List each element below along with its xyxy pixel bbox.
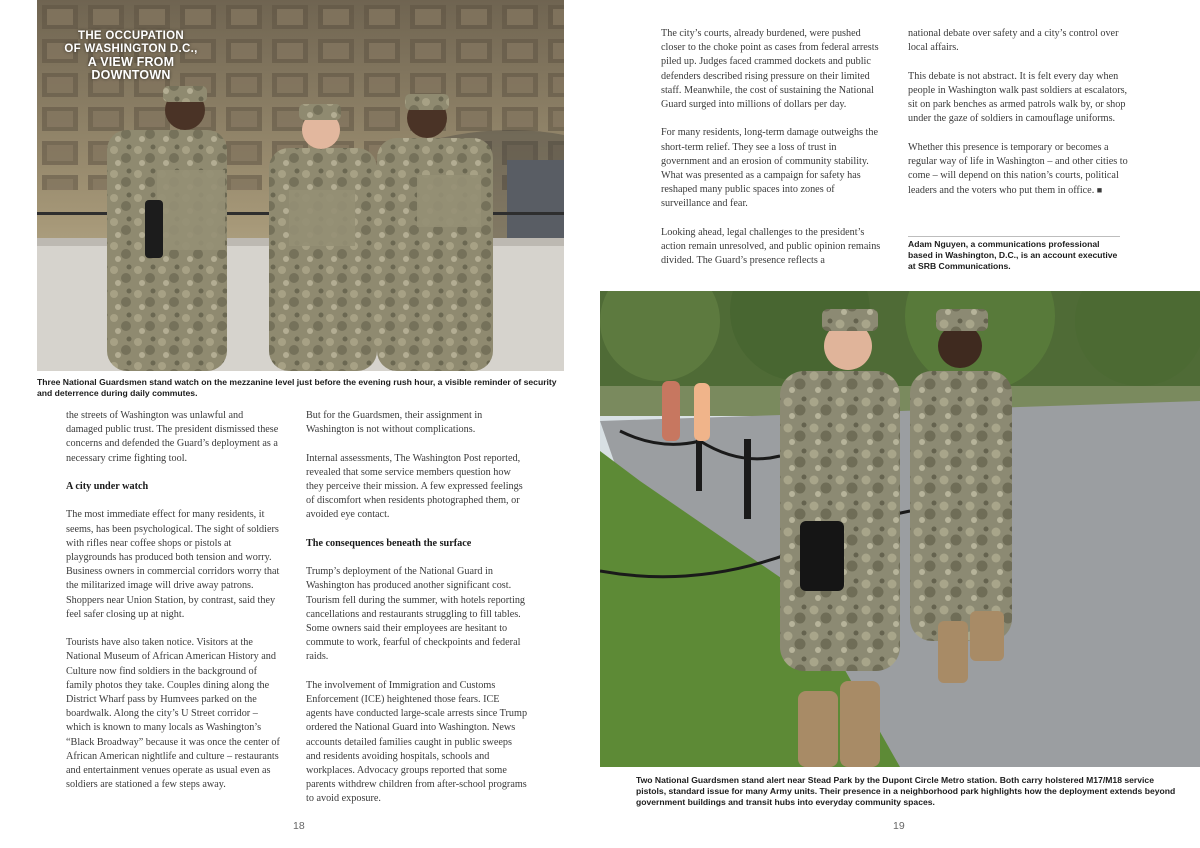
- paragraph: The involvement of Immigration and Customs Enforcement (ICE) heightened those fears. ICE agents have conducted large-scale arrests since Trump ordered the National Guard into Washington. News accounts detailed families caught in public sweeps and residents avoiding hospitals, schools and workplaces. Advocacy groups reported that some parents withdrew children from after-school programs to avoid exposure.: [306, 679, 528, 805]
- final-paragraph-text: Whether this presence is temporary or becomes a regular way of life in Washington – and other cities to come – will depend on this nation’s courts, political leaders and the voters who put them in office.: [908, 141, 1128, 197]
- paragraph: the streets of Washington was unlawful and damaged public trust. The president dismissed these concerns and defended the Guard’s deployment as a necessary crime fighting tool.: [66, 410, 279, 464]
- paragraph: [908, 141, 1130, 199]
- paragraph: Trump’s deployment of the National Guard in Washington has produced another significant cost. Tourism fell during the summer, with hotels reporting cancellations and restaurants struggling to fill tables. Some owners said their employees are hesitant to commute to work, fearful of checkpoints and federal raids.: [306, 566, 526, 663]
- paragraph: Internal assessments, The Washington Post reported, revealed that some service members question how they perceive their mission. A few expressed feelings of discomfort when residents photographed them, or avoided eye contact.: [306, 452, 523, 521]
- page-number-left: 18: [293, 820, 305, 832]
- kicker-line-3: A VIEW FROM: [87, 55, 175, 69]
- paragraph: Looking ahead, legal challenges to the president’s action remain unresolved, and public opinion remains divided. The Guard’s presence reflects a: [661, 226, 881, 267]
- subheading: The consequences beneath the surface: [306, 537, 472, 549]
- right-column-1: [661, 27, 883, 283]
- kicker-line-2: OF WASHINGTON D.C.,: [64, 43, 198, 55]
- metro-photo-caption: Three National Guardsmen stand watch on the mezzanine level just before the evening rush hour, a visible reminder of security and deterrence during daily commutes.: [37, 377, 557, 398]
- paragraph: Tourists have also taken notice. Visitors at the National Museum of African American History and Culture now find soldiers in the background of family photos they take. Couples dining along the District Wharf pass by Humvees parked on the boardwalk. Along the city’s U Street corridor – which is known to many locals as Washington’s “Black Broadway” because it was once the center of African American nightlife and culture – restaurants and entertainment venues operate as usual even as soldiers are stationed a few steps away.: [66, 637, 280, 791]
- right-column-2: [908, 27, 1130, 213]
- paragraph: This debate is not abstract. It is felt every day when people in Washington walk past soldiers at escalators, sit on park benches as armed patrols walk by, or shop under the gaze of soldiers in camouflage uniforms.: [908, 70, 1128, 125]
- paragraph: The most immediate effect for many residents, it seems, has been psychological. The sight of soldiers with rifles near coffee shops or pistols at playgrounds has produced both tension and worry. Business owners in commercial corridors worry that the militarized image will drive away patrons. Shoppers near Union Station, by contrast, said they feel safer closing up at night.: [66, 509, 280, 620]
- story-kicker: [46, 30, 216, 82]
- park-photo-illustration: [600, 291, 1200, 767]
- kicker-line-1: THE OCCUPATION: [78, 30, 184, 42]
- page-number-right: 19: [893, 820, 905, 832]
- author-byline: Adam Nguyen, a communications professional based in Washington, D.C., is an account executive at SRB Communications.: [908, 239, 1118, 271]
- left-column-1: [66, 409, 281, 807]
- paragraph: The city’s courts, already burdened, were pushed closer to the choke point as cases from federal arrests piled up. Judges faced crammed dockets and public defenders described rising pressure on their limited staff. Meanwhile, the cost of sustaining the National Guard surged into millions of dollars per day.: [661, 28, 879, 111]
- paragraph: national debate over safety and a city’s control over local affairs.: [908, 28, 1119, 54]
- kicker-line-4: DOWNTOWN: [91, 68, 171, 82]
- left-column-2: [306, 409, 528, 821]
- park-photo-caption: Two National Guardsmen stand alert near Stead Park by the Dupont Circle Metro station. Both carry holstered M17/M18 service pistols, standard issue for many Army units. Their presence in a neighborhood park highlights how the deployment extends beyond government buildings and transit hubs into everyday community spaces.: [636, 775, 1176, 807]
- subheading: A city under watch: [66, 481, 149, 492]
- paragraph: For many residents, long-term damage outweighs the short-term relief. They see a loss of trust in government and an erosion of community stability. What was presented as a campaign for safety has reshaped many public spaces into zones of surveillance and fear.: [661, 127, 879, 210]
- end-mark: ■: [1096, 185, 1103, 196]
- paragraph: But for the Guardsmen, their assignment in Washington is not without complications.: [306, 410, 483, 436]
- byline-divider: [908, 236, 1120, 237]
- park-guardsmen-photo: [600, 291, 1200, 767]
